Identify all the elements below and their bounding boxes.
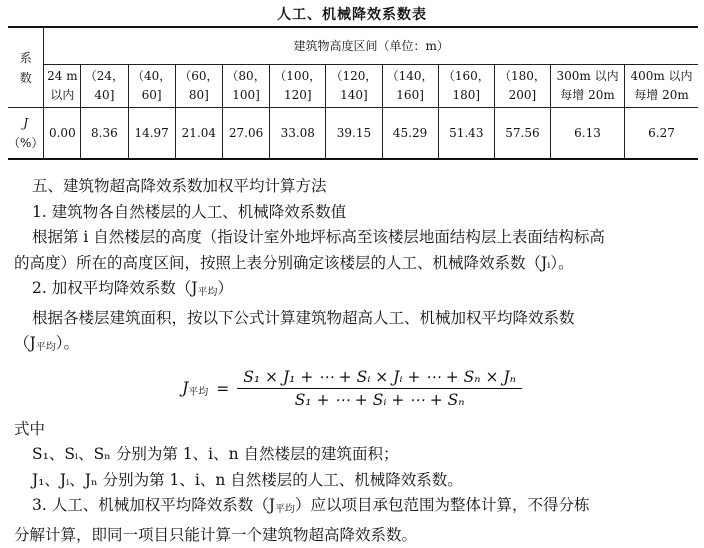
item1-heading: 1. 建筑物各自然楼层的人工、机械降效系数值 (0, 200, 704, 226)
range-cell: （120， 140] (326, 65, 382, 108)
range-cell: 300m 以内 每增 20m (551, 65, 625, 108)
table-header-row (8, 27, 698, 65)
weighted-average-formula (0, 361, 704, 417)
formula-equals: = (216, 380, 229, 398)
value-cell: 14.97 (128, 108, 175, 160)
body-text (0, 174, 704, 548)
range-header-cell: 建筑物高度区间（单位：m） (44, 27, 698, 65)
range-cell: 400m 以内 每增 20m (625, 65, 698, 108)
table-title: 人工、机械降效系数表 (0, 4, 704, 24)
item1-body-line1: 根据第 i 自然楼层的高度（指设计室外地坪标高至该楼层地面结构层上表面结构标高 (0, 225, 704, 251)
formula-lhs: $J_{平均}$ (182, 379, 208, 398)
range-cell: （40， 60] (128, 65, 175, 108)
value-cell: 6.13 (551, 108, 625, 160)
item1-body-line2: 的高度）所在的高度区间，按照上表分别确定该楼层的人工、机械降效系数（Jᵢ）。 (0, 251, 704, 277)
formula-denominator: S₁ + ⋯ + Sᵢ + ⋯ + Sₙ (295, 389, 465, 409)
row-label-cell: J （%） (8, 108, 44, 160)
where-s-definition: S₁、Sᵢ、Sₙ 分别为第 1、i、n 自然楼层的建筑面积； (0, 442, 704, 468)
value-cell: 33.08 (270, 108, 326, 160)
value-cell: 27.06 (222, 108, 269, 160)
coef-header-cell: 系 数 (8, 27, 44, 108)
item2-body-line2: $(J_{平均})$。 (0, 331, 704, 361)
range-cell: （160， 180] (438, 65, 494, 108)
value-cell: 21.04 (175, 108, 222, 160)
item3-line2: 分解计算，即同一项目只能计算一个建筑物超高降效系数。 (0, 523, 704, 548)
value-cell: 8.36 (81, 108, 128, 160)
formula-numerator: S₁ × J₁ + ⋯ + Sᵢ × Jᵢ + ⋯ + Sₙ × Jₙ (237, 368, 522, 389)
range-cell: （180， 200] (494, 65, 550, 108)
range-cell: （24， 40] (81, 65, 128, 108)
formula-fraction (237, 368, 522, 409)
value-cell: 51.43 (438, 108, 494, 160)
value-cell: 39.15 (326, 108, 382, 160)
range-row (8, 65, 698, 108)
range-cell: （140， 160] (382, 65, 438, 108)
range-cell: （100， 120] (270, 65, 326, 108)
section-heading: 五、建筑物超高降效系数加权平均计算方法 (0, 174, 704, 200)
item2-heading: 2. 加权平均降效系数$(J_{平均})$ (0, 276, 704, 306)
range-cell: （60， 80] (175, 65, 222, 108)
value-cell: 57.56 (494, 108, 550, 160)
range-cell: 24 m 以内 (44, 65, 81, 108)
item3-line1: 3. 人工、机械加权平均降效系数$(J_{平均})$应以项目承包范围为整体计算，不得分栋 (0, 493, 704, 523)
value-cell: 45.29 (382, 108, 438, 160)
value-row (8, 108, 698, 160)
value-cell: 0.00 (44, 108, 81, 160)
coefficient-table (8, 26, 698, 160)
where-j-definition: J₁、Jᵢ、Jₙ 分别为第 1、i、n 自然楼层的人工、机械降效系数。 (0, 468, 704, 494)
range-cell: （80， 100] (222, 65, 269, 108)
where-label: 式中 (0, 417, 704, 443)
item2-body-line1: 根据各楼层建筑面积，按以下公式计算建筑物超高人工、机械加权平均降效系数 (0, 306, 704, 332)
value-cell: 6.27 (625, 108, 698, 160)
